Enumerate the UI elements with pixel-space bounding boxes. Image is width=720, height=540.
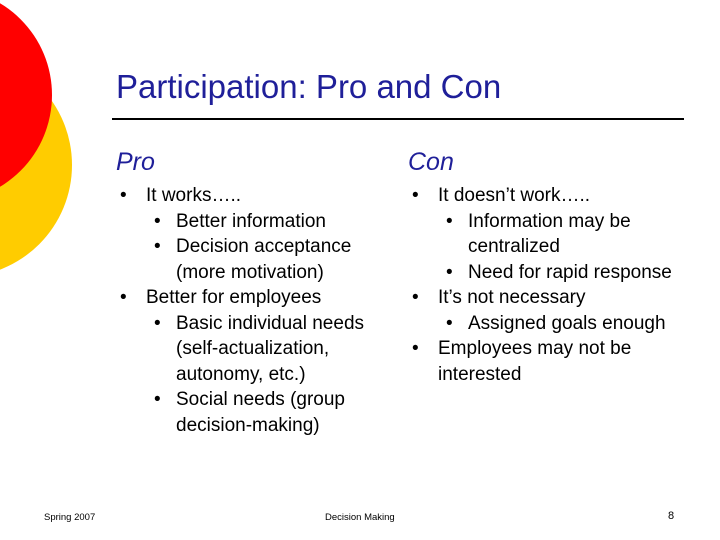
pro-bullet-item xyxy=(116,183,396,209)
con-bullet-item xyxy=(408,285,678,311)
bullet-icon: • xyxy=(446,261,453,283)
bullet-icon: • xyxy=(154,210,161,232)
title-divider xyxy=(112,118,684,120)
con-bullet-item xyxy=(408,311,678,337)
con-bullet-item xyxy=(408,209,678,260)
con-bullet-item xyxy=(408,336,678,387)
footer-date: Spring 2007 xyxy=(44,512,96,523)
page-number: 8 xyxy=(668,510,675,522)
bullet-text: Better information xyxy=(176,210,326,232)
pro-list xyxy=(116,183,396,438)
bullet-icon: • xyxy=(446,210,453,232)
bullet-icon: • xyxy=(154,312,161,334)
bullet-icon: • xyxy=(412,185,419,206)
bullet-text: Assigned goals enough xyxy=(468,312,666,334)
con-heading: Con xyxy=(408,148,454,176)
bullet-icon: • xyxy=(446,312,453,334)
bullet-text: Need for rapid response xyxy=(468,261,672,283)
bullet-text: Social needs (group decision-making) xyxy=(176,389,345,436)
bullet-text: Better for employees xyxy=(146,287,322,308)
footer-topic: Decision Making xyxy=(325,512,395,523)
bullet-icon: • xyxy=(154,389,161,410)
bullet-text: Decision acceptance (more motivation) xyxy=(176,236,352,283)
pro-bullet-item xyxy=(116,209,396,235)
bullet-text: Employees may not be interested xyxy=(438,338,632,385)
bullet-text: It doesn’t work….. xyxy=(438,185,591,206)
pro-bullet-item xyxy=(116,234,396,285)
bullet-text: Information may be centralized xyxy=(468,210,631,257)
bullet-icon: • xyxy=(154,236,161,257)
pro-bullet-item xyxy=(116,285,396,311)
bullet-icon: • xyxy=(412,338,419,359)
con-list xyxy=(408,183,678,387)
bullet-icon: • xyxy=(412,287,419,308)
decorative-circles xyxy=(0,0,120,300)
pro-heading: Pro xyxy=(116,148,155,176)
con-bullet-item xyxy=(408,183,678,209)
bullet-icon: • xyxy=(120,185,127,206)
pro-bullet-item xyxy=(116,311,396,388)
bullet-icon: • xyxy=(120,287,127,308)
con-bullet-item xyxy=(408,260,678,286)
pro-bullet-item xyxy=(116,387,396,438)
bullet-text: It works….. xyxy=(146,185,242,206)
slide-title: Participation: Pro and Con xyxy=(116,68,502,105)
bullet-text: Basic individual needs (self-actualization, autonomy, etc.) xyxy=(176,312,365,385)
bullet-text: It’s not necessary xyxy=(438,287,586,308)
